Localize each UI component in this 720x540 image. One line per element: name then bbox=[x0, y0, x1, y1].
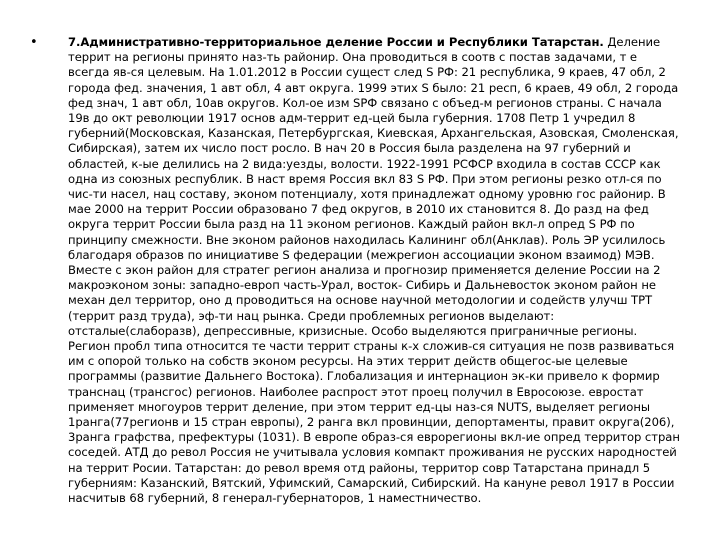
paragraph bbox=[68, 35, 680, 506]
bullet-item bbox=[30, 35, 680, 506]
paragraph-title: 7.Административно-территориальное деление России и Республики Татарстан. bbox=[68, 35, 604, 49]
bullet-glyph: • bbox=[30, 35, 38, 50]
paragraph-body: Деление террит на регионы принято наз-ть районир. Она проводиться в соотв с постав задачами, т е всегда яв-ся целевым. На 1.01.2012 в России сущест след S РФ: 21 республика, 9 краев, 47 обл, 2 города фед. значения, 1 авт обл, 4 авт округа. 1999 этих S было: 21 респ, 6 краев, 49 обл, 2 города фед знач, 1 авт обл, 10ав округов. Кол-ое изм SРФ связано с объед-м регионов страны. С начала 19в до окт революции 1917 основ адм-террит ед-цей была губерния. 1708 Петр 1 учредил 8 губерний(Московская, Казанская, Петербургская, Киевская, Архангельская, Азовская, Смоленская, Сибирская), затем их число пост росло. В нач 20 в Россия была разделена на 97 губерний и областей, к-ые делились на 2 вида:уезды, волости. 1922-1991 РСФСР входила в состав СССР как одна из союзных республик. В наст время Россия вкл 83 S РФ. При этом регионы резко отл-ся по чис-ти насел, нац составу, эконом потенциалу, хотя принадлежат одному уровню гос районир. В мае 2000 на террит России образовано 7 фед округов, в 2010 их становится 8. До разд на фед округа террит России была разд на 11 эконом регионов. Каждый район вкл-л опред S РФ по принципу смежности. Вне эконом районов находилась Калининг обл(Анклав). Роль ЭР усилилось благодаря образов по инициативе S федерации (межрегион ассоциации эконом взаимод) МЭВ. Вместе с экон район для стратег регион анализа и прогнозир применяется деление России на 2 макроэконом зоны: западно-европ часть-Урал, восток- Сибирь и Дальневосток эконом район не механ дел территор, оно д проводиться на основе научной методологии и содейств улучш ТРТ (террит разд труда), эф-ти нац рынка. Среди проблемных регионов выделают: отсталые(слаборазв), депрессивные, кризисные. Особо выделяются приграничные регионы. Регион пробл типа относится те части террит страны к-х сложив-ся ситуация не позв развиваться им с опорой только на собств эконом ресурсы. На этих террит действ общегос-ые целевые программы (развитие Дальнего Востока). Глобализация и интернацион эк-ки привело к формир транснац (трансгос) регионов. Наиболее распрост этот проец получил в Евросоюзе. евростат применяет многоуров террит деление, при этом террит ед-цы наз-ся NUTS, выделяет регионы 1ранга(77регионв и 15 стран европы), 2 ранга вкл провинции, депортаменты, правит округа(206), 3ранга графства, префектуры (1031). В европе образ-ся еврорегионы вкл-ие опред территор стран соседей. АТД до револ Россия не учитывала условия компакт проживания не русских народностей на террит Росии. Татарстан: до револ время отд районы, территор совр Татарстана принадл 5 губерниям: Казанский, Вятский, Уфимский, Самарский, Сибирский. На кануне револ 1917 в России насчитыв 68 губерний, 8 генерал-губернаторов, 1 наместничество. bbox=[68, 35, 680, 506]
